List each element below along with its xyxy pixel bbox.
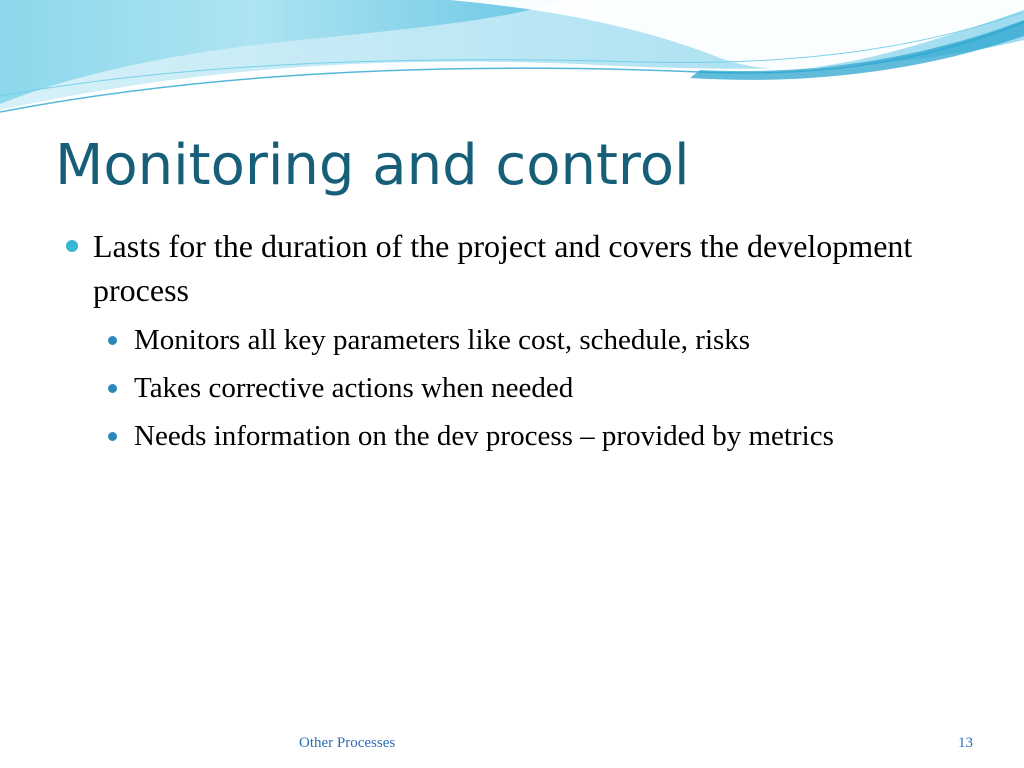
sub-bullet-icon <box>108 432 117 441</box>
sub-bullet-icon <box>108 384 117 393</box>
footer-title: Other Processes <box>299 735 396 751</box>
header-wave-decoration <box>0 0 1024 120</box>
sub-bullet-list <box>104 320 942 456</box>
sub-bullet-item <box>104 368 904 408</box>
sub-bullet-item <box>104 416 904 456</box>
sub-bullet-text: Takes corrective actions when needed <box>134 372 574 404</box>
page-number: 13 <box>958 735 973 751</box>
sub-bullet-item <box>104 320 904 360</box>
sub-bullet-text: Needs information on the dev process – provided by metrics <box>134 420 834 452</box>
bullet-text: Lasts for the duration of the project and covers the development process <box>93 228 913 308</box>
bullet-item <box>62 224 942 312</box>
sub-bullet-text: Monitors all key parameters like cost, schedule, risks <box>134 324 751 356</box>
slide-body <box>62 224 942 464</box>
sub-bullet-icon <box>108 336 117 345</box>
bullet-icon <box>66 240 78 252</box>
slide-title: Monitoring and control <box>55 133 690 198</box>
